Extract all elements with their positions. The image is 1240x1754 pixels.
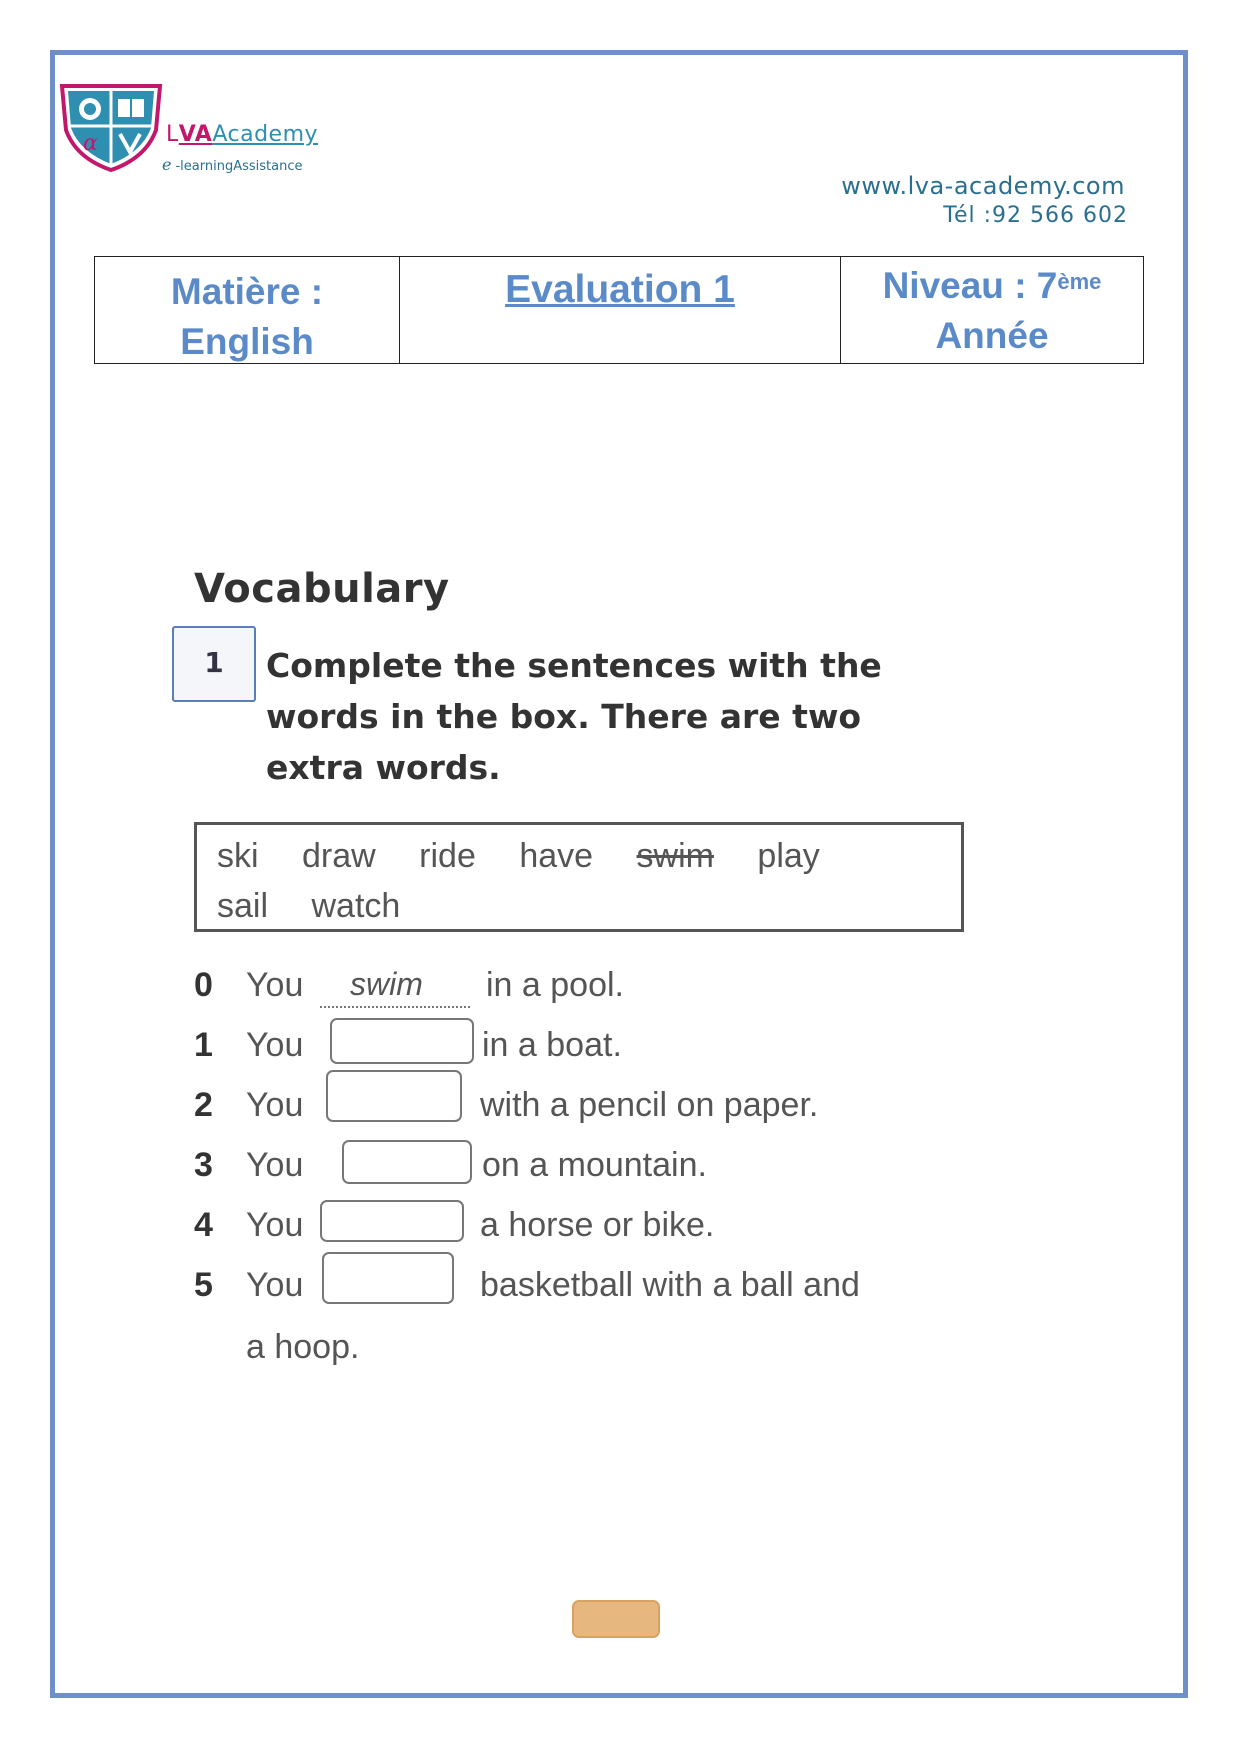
sentence-0-rest: in a pool. [486, 966, 624, 1004]
subject-label: Matière : English [170, 271, 324, 362]
lva-academy-logo [56, 80, 166, 172]
word-box [194, 822, 964, 932]
page-number-tab [572, 1600, 660, 1638]
word-item: draw [302, 837, 376, 875]
subject-cell [95, 257, 400, 363]
word-item: have [519, 837, 594, 875]
word-item: ski [217, 837, 259, 875]
word-item: sail [217, 887, 269, 925]
website-link[interactable]: www.lva-academy.com [841, 172, 1125, 200]
sentence-3: 3 You [194, 1146, 304, 1184]
answer-input-4[interactable] [320, 1200, 464, 1242]
exercise-instructions: Complete the sentences with the words in the box. There are two extra words. [266, 646, 882, 787]
sentence-1-rest: in a boat. [482, 1026, 622, 1064]
answer-line [320, 1006, 470, 1008]
sentence-5: 5 You [194, 1266, 304, 1304]
sentence-4-rest: a horse or bike. [480, 1206, 715, 1244]
sentence-2-rest: with a pencil on paper. [480, 1086, 819, 1124]
title-table [94, 256, 1144, 364]
answer-input-5[interactable] [322, 1252, 454, 1304]
brand-tagline: e -learningAssistance [162, 155, 303, 174]
exercise-number: 1 [172, 626, 256, 702]
word-item: ride [419, 837, 476, 875]
sentence-1: 1 You [194, 1026, 304, 1064]
svg-text:α: α [83, 131, 98, 156]
example-answer: swim [350, 966, 423, 1002]
section-title: Vocabulary [194, 566, 450, 612]
sentence-2: 2 You [194, 1086, 304, 1124]
answer-input-3[interactable] [342, 1140, 472, 1184]
answer-input-1[interactable] [330, 1018, 474, 1064]
sentence-4: 4 You [194, 1206, 304, 1244]
evaluation-cell [400, 257, 841, 363]
brand-name: LVAAcademy [166, 122, 319, 147]
level-cell [841, 257, 1143, 363]
answer-input-2[interactable] [326, 1070, 462, 1122]
sentence-5-rest-line2: a hoop. [246, 1328, 360, 1366]
sentence-0: 0 You [194, 966, 304, 1004]
phone-number: Tél :92 566 602 [943, 203, 1128, 228]
word-item: watch [311, 887, 401, 925]
word-item: play [757, 837, 820, 875]
sentence-3-rest: on a mountain. [482, 1146, 707, 1184]
level-label: Niveau : 7ème Année [882, 265, 1102, 356]
word-item-used: swim [636, 837, 714, 875]
evaluation-title: Evaluation 1 [505, 268, 735, 311]
sentence-5-rest: basketball with a ball and [480, 1266, 860, 1304]
